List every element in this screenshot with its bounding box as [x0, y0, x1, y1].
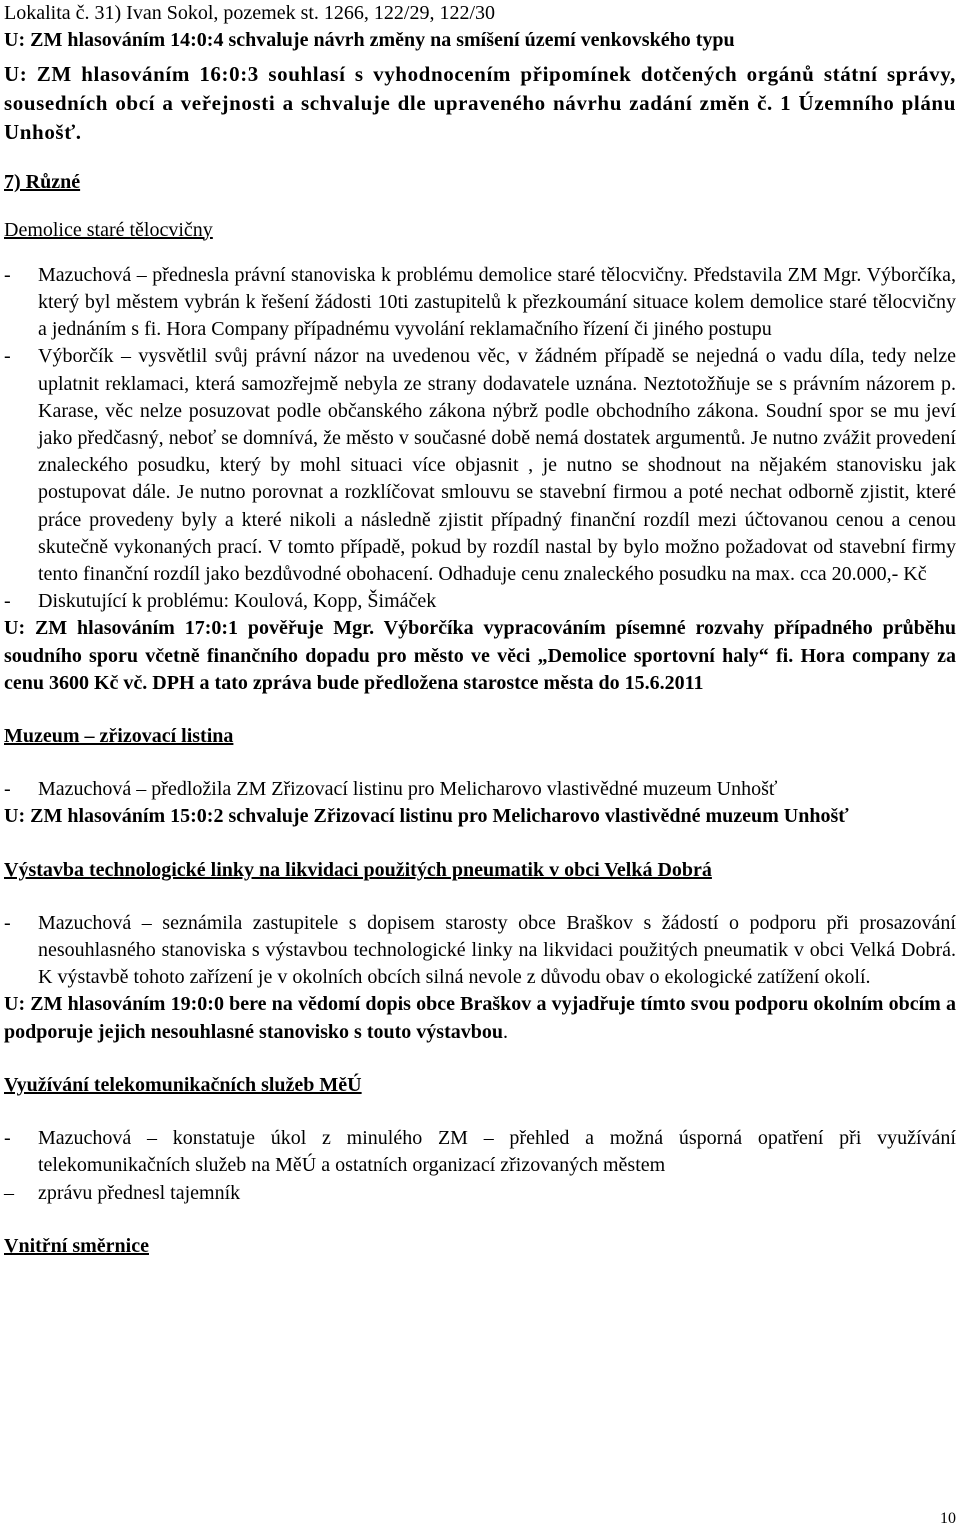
- dash: -: [4, 911, 11, 934]
- dash: -: [4, 345, 11, 368]
- resolution-14-0-4: U: ZM hlasováním 14:0:4 schvaluje návrh změny na smíšení území venkovského typu: [4, 29, 735, 52]
- item-text: Mazuchová – konstatuje úkol z minulého ZM – přehled a možná úsporná opatření při využívání telekomunikačních služeb na MěÚ a ostatních organizací zřizovaných městem: [38, 1127, 956, 1177]
- dash: -: [4, 263, 11, 286]
- resolution-19-0-0: [4, 991, 956, 1045]
- long-dash: –: [4, 1181, 14, 1204]
- dash: -: [4, 1127, 11, 1150]
- heading-vystavba: Výstavba technologické linky na likvidaci použitých pneumatik v obci Velká Dobrá: [4, 858, 712, 881]
- list-item: [4, 1125, 956, 1179]
- item-text: Mazuchová – přednesla právní stanoviska k problému demolice staré tělocvičny. Představila ZM Mgr. Výborčíka, který byl městem vybrán k řešení žádosti 10ti zastupitelů k přezkoumání situace kolem demolice staré tělocvičny a jednáním s fi. Hora Company případnému vyvolání reklamačního řízení či jiného postupu: [38, 263, 956, 341]
- list-item: [4, 910, 956, 992]
- dash: -: [4, 590, 11, 613]
- resolution-19-0-0-period: .: [502, 1020, 508, 1043]
- item-text: Mazuchová – předložila ZM Zřizovací listinu pro Melicharovo vlastivědné muzeum Unhošť: [38, 778, 778, 801]
- item-text: zprávu přednesl tajemník: [38, 1181, 241, 1204]
- resolution-19-0-0-text: U: ZM hlasováním 19:0:0 bere na vědomí dopis obce Braškov a vyjadřuje tímto svou podporu okolním obcím a podporuje jejich nesouhlasné stanovisko s touto výstavbou: [4, 993, 956, 1043]
- document-page: [4, 0, 956, 1260]
- list-item: [4, 262, 956, 344]
- heading-demolice: Demolice staré tělocvičny: [4, 218, 213, 241]
- dash: -: [4, 778, 11, 801]
- list-item: [4, 588, 956, 615]
- list-item: [4, 343, 956, 588]
- heading-telekomunikace: Využívání telekomunikačních služeb MěÚ: [4, 1073, 362, 1096]
- resolution-15-0-2: U: ZM hlasováním 15:0:2 schvaluje Zřizovací listinu pro Melicharovo vlastivědné muzeum Unhošť: [4, 805, 849, 828]
- section-7-heading: 7) Různé: [4, 171, 81, 194]
- item-text: Mazuchová – seznámila zastupitele s dopisem starosty obce Braškov s žádostí o podporu při prosazování nesouhlasného stanoviska s výstavbou technologické linky na likvidaci použitých pneumatik v obci Velká Dobrá. K výstavbě tohoto zařízení je v okolních obcích silná nevole z důvodu obav o ekologické zatížení okolí.: [38, 911, 956, 989]
- resolution-17-0-1: U: ZM hlasováním 17:0:1 pověřuje Mgr. Výborčíka vypracováním písemné rozvahy případného průběhu soudního sporu včetně finančního dopadu pro město ve věci „Demolice sportovní haly“ fi. Hora company za cenu 3600 Kč vč. DPH a tato zpráva bude předložena starostce města do 15.6.2011: [4, 617, 956, 694]
- item-text: Výborčík – vysvětlil svůj právní názor na uvedenou věc, v žádném případě se nejedná o vadu díla, tedy nelze uplatnit reklamaci, která samozřejmě nebyla ze strany dodavatele uznána. Neztotožňuje se s právním názorem p. Karase, věc nelze posuzovat podle občanského zákona nýbrž podle obchodního zákona. Soudní spor se mu jeví jako předčasný, neboť se domnívá, že město v současné době nemá dostatek argumentů. Je nutno zvážit provedení znaleckého posudku, který by mohl situaci více objasnit , je nutno se shodnout na nějakém stanovisku jak postupovat dále. Je nutno porovnat a rozklíčovat smlouvu se stavební firmou a poté nechat odborně zjistit, které práce provedeny byly a které nikoli a následně zjistit případný finanční rozdíl mezi účtovanou cenou a cenou skutečně vykonaných prací. V tomto případě, pokud by rozdíl nastal by bylo možno požadovat od stavební firmy tento finanční rozdíl jako bezdůvodné obohacení. Odhaduje cenu znaleckého posudku na max. cca 20.000,- Kč: [38, 345, 956, 586]
- list-item: [4, 776, 956, 803]
- page-number: 10: [940, 1510, 956, 1527]
- lokalita-heading: Lokalita č. 31) Ivan Sokol, pozemek st. 1266, 122/29, 122/30: [4, 2, 496, 24]
- item-text: Diskutující k problému: Koulová, Kopp, Šimáček: [38, 590, 437, 613]
- resolution-16-0-3: U: ZM hlasováním 16:0:3 souhlasí s vyhodnocením připomínek dotčených orgánů státní správy, sousedních obcí a veřejnosti a schvaluje dle upraveného návrhu zadání změn č. 1 Územního plánu Unhošť.: [4, 62, 956, 145]
- heading-vnitrni-smernice: Vnitřní směrnice: [4, 1234, 149, 1257]
- list-item: [4, 1180, 956, 1207]
- heading-muzeum: Muzeum – zřizovací listina: [4, 725, 234, 748]
